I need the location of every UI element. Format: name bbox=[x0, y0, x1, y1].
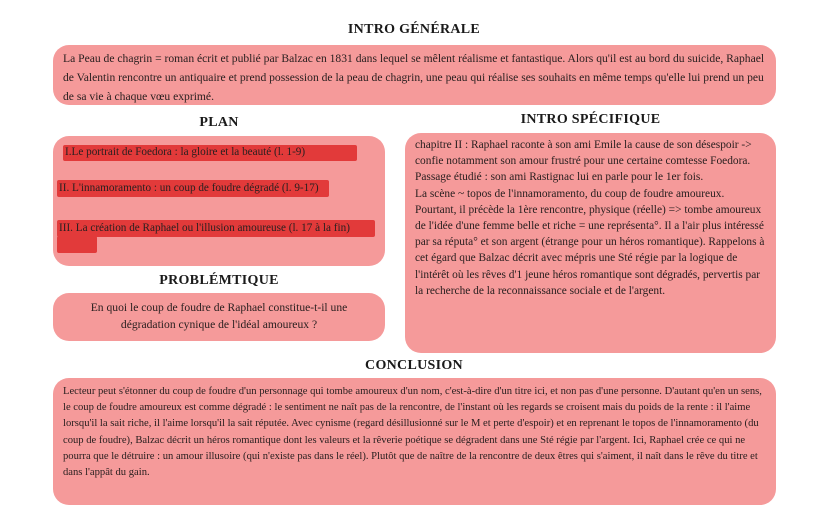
conclusion-text: Lecteur peut s'étonner du coup de foudre d'un personnage qui tombe amoureux d'un nom, c'est-à-dire d'un titre ici, et non pas d'une personne. D'autant qu'en un sens, le coup de foudre amoureux est comme dégradé : le sentiment ne naît pas de la rencontre, de l'instant où les regards se croisent mais du poids de la rente : il l'aime lorsqu'il la sait riche, il l'aime lorsqu'il la sait réputée. Avec cynisme (regard désillusionné sur le M et perte d'espoir) et en reprenant le topos de l'innamoramento (du coup de foudre), Balzac décrit un héros romantique dont les valeurs et la rêverie poétique se dégradent dans une Sté régie par l'argent. Ici, Raphael crée ce qui ne pourra que le détruire : un amour illusoire (qui n'existe pas dans le réel). Plutôt que de naître de la rencontre de deux êtres qui s'aiment, il naît dans le rêve du titre et dans l'appât du gain. bbox=[63, 386, 762, 479]
plan-item-3-text: III. La création de Raphael ou l'illusion amoureuse (l. 17 à la fin) bbox=[59, 222, 350, 234]
intro-specifique-paragraph-2: La scène ~ topos de l'innamoramento, du coup de foudre amoureux. Pourtant, il précède la 1ère rencontre, physique (réelle) => tombe amoureux de l'idée d'une femme belle et riche = une représenta°. Il a l'air plus intéressé par sa réputa° et son argent (étrange pour un héros romantique). Rappelons à cet égard que Balzac décrit avec mépris une Sté régie par la logique de l'intérêt où les rêves d'1 jeune héros romantique sont dégradés, pervertis par la recherche de la reconnaissance sociale et de l'argent. bbox=[415, 187, 765, 297]
intro-specifique-box bbox=[405, 133, 776, 353]
intro-generale-text: La Peau de chagrin = roman écrit et publié par Balzac en 1831 dans lequel se mêlent réalisme et fantastique. Alors qu'il est au bord du suicide, Raphael de Valentin rencontre un antiquaire et prend possession de la peau de chagrin, une peau qui réalise ses souhaits en même temps qu'elle lui prend un peu de sa vie à chaque vœu exprimé. bbox=[63, 52, 765, 103]
problematique-heading: PROBLÉMTIQUE bbox=[159, 273, 279, 288]
plan-item-1 bbox=[65, 144, 385, 160]
intro-generale-heading: INTRO GÉNÉRALE bbox=[347, 22, 481, 37]
intro-specifique-heading: INTRO SPÉCIFIQUE bbox=[520, 112, 661, 127]
intro-generale-box bbox=[53, 45, 776, 105]
conclusion-heading: CONCLUSION bbox=[365, 358, 463, 373]
plan-highlight-3b bbox=[57, 236, 97, 253]
plan-item-3 bbox=[59, 220, 379, 236]
plan-heading: PLAN bbox=[199, 115, 239, 130]
intro-specifique-paragraph-1: chapitre II : Raphael raconte à son ami Emile la cause de son désespoir -> confie notamment son amour frustré pour une certaine comtesse Foedora. Passage étudié : son ami Rastignac lui en parle pour le 1er fois. bbox=[415, 139, 752, 184]
conclusion-box bbox=[53, 378, 776, 505]
plan-box bbox=[53, 136, 385, 266]
plan-item-2-text: II. L'innamoramento : un coup de foudre dégradé (l. 9-17) bbox=[59, 182, 319, 194]
problematique-box bbox=[53, 293, 385, 341]
problematique-text: En quoi le coup de foudre de Raphael constitue-t-il une dégradation cynique de l'idéal amoureux ? bbox=[90, 301, 348, 331]
plan-item-1-text: I.Le portrait de Foedora : la gloire et la beauté (l. 1-9) bbox=[65, 146, 306, 158]
plan-item-2 bbox=[59, 180, 319, 196]
